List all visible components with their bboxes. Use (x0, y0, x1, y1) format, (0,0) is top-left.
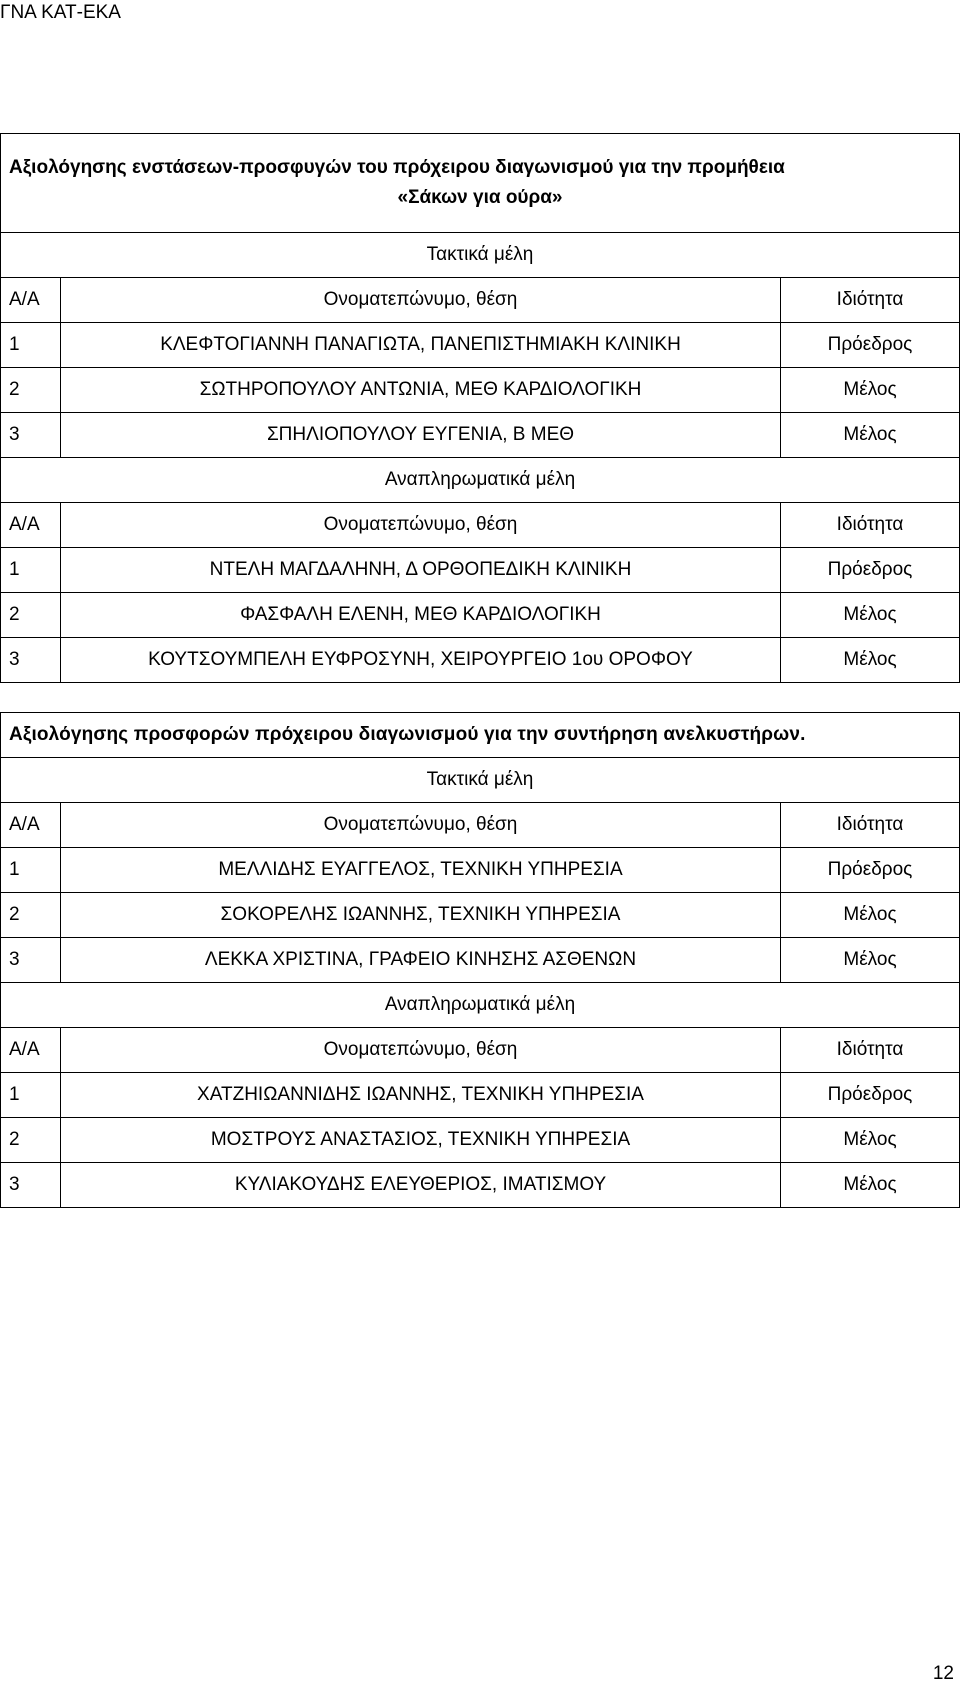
header-aa: Α/Α (1, 803, 61, 848)
table-title: Αξιολόγησης προσφορών πρόχειρου διαγωνισμού για την συντήρηση ανελκυστήρων. (1, 713, 960, 758)
member-role: Μέλος (781, 413, 960, 458)
member-name: ΜΕΛΛΙΔΗΣ ΕΥΑΓΓΕΛΟΣ, ΤΕΧΝΙΚΗ ΥΠΗΡΕΣΙΑ (61, 848, 781, 893)
member-name: ΧΑΤΖΗΙΩΑΝΝΙΔΗΣ ΙΩΑΝΝΗΣ, ΤΕΧΝΙΚΗ ΥΠΗΡΕΣΙΑ (61, 1073, 781, 1118)
table-row (1, 413, 960, 458)
row-number: 3 (1, 413, 61, 458)
header-role: Ιδιότητα (781, 803, 960, 848)
table-title-line2: «Σάκων για ούρα» (397, 187, 563, 208)
table-row (1, 593, 960, 638)
member-name: ΝΤΕΛΗ ΜΑΓΔΑΛΗΝΗ, Δ ΟΡΘΟΠΕΔΙΚΗ ΚΛΙΝΙΚΗ (61, 548, 781, 593)
table-row (1, 1073, 960, 1118)
column-header-row (1, 1028, 960, 1073)
member-role: Πρόεδρος (781, 548, 960, 593)
member-role: Πρόεδρος (781, 1073, 960, 1118)
member-role: Μέλος (781, 1118, 960, 1163)
table-row (1, 848, 960, 893)
member-name: ΜΟΣΤΡΟΥΣ ΑΝΑΣΤΑΣΙΟΣ, ΤΕΧΝΙΚΗ ΥΠΗΡΕΣΙΑ (61, 1118, 781, 1163)
header-role: Ιδιότητα (781, 278, 960, 323)
row-number: 3 (1, 1163, 61, 1208)
header-aa: Α/Α (1, 503, 61, 548)
table-row (1, 368, 960, 413)
table-row (1, 323, 960, 368)
table-title (1, 134, 960, 233)
header-name: Ονοματεπώνυμο, θέση (61, 503, 781, 548)
member-role: Μέλος (781, 938, 960, 983)
row-number: 3 (1, 938, 61, 983)
table-row (1, 548, 960, 593)
header-name: Ονοματεπώνυμο, θέση (61, 803, 781, 848)
table-row (1, 1118, 960, 1163)
section-label-alternate: Αναπληρωματικά μέλη (1, 458, 960, 503)
member-role: Μέλος (781, 593, 960, 638)
header-aa: Α/Α (1, 278, 61, 323)
table-title-line1: Αξιολόγησης ενστάσεων-προσφυγών του πρόχειρου διαγωνισμού για την προμήθεια (9, 157, 785, 178)
member-name: ΚΟΥΤΣΟΥΜΠΕΛΗ ΕΥΦΡΟΣΥΝΗ, ΧΕΙΡΟΥΡΓΕΙΟ 1ου ΟΡΟΦΟΥ (61, 638, 781, 683)
header-name: Ονοματεπώνυμο, θέση (61, 278, 781, 323)
member-role: Πρόεδρος (781, 323, 960, 368)
row-number: 3 (1, 638, 61, 683)
header-role: Ιδιότητα (781, 503, 960, 548)
row-number: 2 (1, 1118, 61, 1163)
row-number: 1 (1, 1073, 61, 1118)
header-aa: Α/Α (1, 1028, 61, 1073)
member-name: ΣΠΗΛΙΟΠΟΥΛΟΥ ΕΥΓΕΝΙΑ, Β ΜΕΘ (61, 413, 781, 458)
row-number: 2 (1, 593, 61, 638)
row-number: 2 (1, 893, 61, 938)
row-number: 1 (1, 548, 61, 593)
row-number: 2 (1, 368, 61, 413)
table-row (1, 1163, 960, 1208)
member-name: ΦΑΣΦΑΛΗ ΕΛΕΝΗ, ΜΕΘ ΚΑΡΔΙΟΛΟΓΙΚΗ (61, 593, 781, 638)
document-header: ΓΝΑ ΚΑΤ-ΕΚΑ (0, 2, 121, 23)
committee-table (0, 133, 960, 683)
table-row (1, 638, 960, 683)
header-role: Ιδιότητα (781, 1028, 960, 1073)
section-label-regular: Τακτικά μέλη (1, 233, 960, 278)
member-role: Μέλος (781, 1163, 960, 1208)
table-row (1, 938, 960, 983)
member-role: Μέλος (781, 893, 960, 938)
committee-table (0, 712, 960, 1208)
section-label-alternate: Αναπληρωματικά μέλη (1, 983, 960, 1028)
row-number: 1 (1, 323, 61, 368)
page-number: 12 (932, 1663, 954, 1684)
column-header-row (1, 803, 960, 848)
member-name: ΣΟΚΟΡΕΛΗΣ ΙΩΑΝΝΗΣ, ΤΕΧΝΙΚΗ ΥΠΗΡΕΣΙΑ (61, 893, 781, 938)
member-role: Πρόεδρος (781, 848, 960, 893)
member-name: ΚΥΛΙΑΚΟΥΔΗΣ ΕΛΕΥΘΕΡΙΟΣ, ΙΜΑΤΙΣΜΟΥ (61, 1163, 781, 1208)
member-name: ΣΩΤΗΡΟΠΟΥΛΟΥ ΑΝΤΩΝΙΑ, ΜΕΘ ΚΑΡΔΙΟΛΟΓΙΚΗ (61, 368, 781, 413)
column-header-row (1, 278, 960, 323)
header-name: Ονοματεπώνυμο, θέση (61, 1028, 781, 1073)
member-name: ΛΕΚΚΑ ΧΡΙΣΤΙΝΑ, ΓΡΑΦΕΙΟ ΚΙΝΗΣΗΣ ΑΣΘΕΝΩΝ (61, 938, 781, 983)
column-header-row (1, 503, 960, 548)
member-name: ΚΛΕΦΤΟΓΙΑΝΝΗ ΠΑΝΑΓΙΩΤΑ, ΠΑΝΕΠΙΣΤΗΜΙΑΚΗ ΚΛΙΝΙΚΗ (61, 323, 781, 368)
section-label-regular: Τακτικά μέλη (1, 758, 960, 803)
table-row (1, 893, 960, 938)
row-number: 1 (1, 848, 61, 893)
member-role: Μέλος (781, 368, 960, 413)
member-role: Μέλος (781, 638, 960, 683)
